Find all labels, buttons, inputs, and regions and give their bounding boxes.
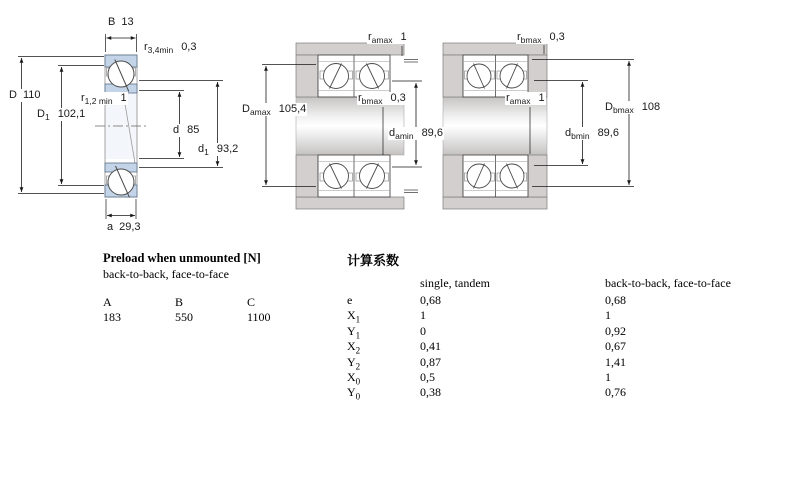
dim-label-D1: $D_1$ 102,1 [37, 108, 86, 123]
factors-table-grid [347, 293, 775, 401]
factors-col-header-single: single, tandem [420, 276, 490, 290]
factor-value-single: 0,87 [420, 354, 441, 369]
factor-value-single: 0 [420, 323, 426, 338]
factor-value-paired: 0,92 [605, 323, 626, 338]
factor-label: $X_1$ [347, 308, 361, 325]
factor-value-paired: 1 [605, 370, 611, 385]
dim-label-r12min: $r_{1,2 min}$ 1 [81, 92, 127, 107]
factor-value-single: 0,38 [420, 385, 441, 400]
dim-label-ramax-b: $r_{amax}$ 1 [506, 92, 545, 107]
preload-table [103, 251, 319, 325]
housing-shoulder [443, 55, 463, 97]
preload-value: 550 [175, 310, 193, 324]
housing-shoulder [443, 155, 463, 197]
factor-value-paired: 1 [605, 308, 611, 323]
housing-shoulder [296, 155, 318, 197]
factors-table-header [347, 276, 775, 291]
dim-label-rbmax-b: $r_{bmax}$ 0,3 [517, 31, 565, 46]
housing-band [443, 197, 547, 209]
preload-col-header: C [247, 295, 256, 309]
ball [108, 169, 134, 195]
factors-col-header-paired: back-to-back, face-to-face [605, 276, 731, 290]
dim-label-a: a 29,3 [107, 221, 141, 233]
factor-label: $X_2$ [347, 339, 361, 356]
factors-table-title: 计算系数 [347, 253, 400, 268]
factor-value-paired: 1,41 [605, 354, 626, 369]
factor-value-single: 1 [420, 308, 426, 323]
preload-col-header: B [175, 295, 184, 309]
housing-band [296, 197, 404, 209]
arrangement-figure-a [296, 43, 418, 209]
preload-table-title: Preload when unmounted [N] [103, 251, 261, 265]
dim-label-d: d 85 [173, 124, 200, 136]
factor-label: $Y_0$ [347, 385, 361, 402]
preload-table-subtitle: back-to-back, face-to-face [103, 267, 229, 281]
preload-table-grid [103, 295, 319, 325]
arrangement-figure-b [443, 43, 547, 209]
dim-label-ramax-a: $r_{amax}$ 1 [368, 31, 407, 46]
factor-value-paired: 0,68 [605, 293, 626, 307]
dim-label-Damax: $D_{amax}$ 105,4 [242, 103, 307, 118]
preload-value: 1100 [247, 310, 271, 324]
factor-value-paired: 0,67 [605, 339, 626, 354]
dim-label-rbmax-a: $r_{bmax}$ 0,3 [358, 92, 406, 107]
ball [324, 64, 349, 89]
dim-label-Dbmax: $D_{bmax}$ 108 [605, 101, 661, 116]
dim-label-d1: $d_1$ 93,2 [198, 143, 239, 158]
single-bearing-figure [95, 55, 147, 198]
factor-label: $X_0$ [347, 370, 361, 387]
dim-label-dbmin: $d_{bmin}$ 89,6 [565, 127, 619, 142]
factor-value-single: 0,41 [420, 339, 441, 354]
factor-label: e [347, 293, 353, 307]
factor-label: $Y_1$ [347, 323, 361, 341]
factor-label: $Y_2$ [347, 354, 361, 372]
calculation-factors-table [347, 250, 775, 401]
housing-shoulder [528, 155, 547, 197]
factor-value-paired: 0,76 [605, 385, 626, 400]
dim-label-damin: $d_{amin}$ 89,6 [389, 127, 443, 142]
preload-col-header: A [103, 295, 112, 309]
ball [360, 64, 385, 89]
shaft-section [296, 97, 404, 155]
ball [360, 164, 385, 189]
dim-label-r34min: $r_{3,4min}$ 0,3 [144, 41, 197, 56]
housing-shoulder [296, 55, 318, 97]
shaft-section [443, 97, 547, 155]
ball [324, 164, 349, 189]
factors-header-spacer [347, 276, 420, 291]
factor-value-single: 0,5 [420, 370, 435, 385]
factor-value-single: 0,68 [420, 293, 441, 307]
dim-label-B: B 13 [108, 16, 134, 28]
dim-label-D: D 110 [9, 89, 41, 101]
housing-shoulder [528, 55, 547, 97]
preload-value: 183 [103, 310, 121, 324]
